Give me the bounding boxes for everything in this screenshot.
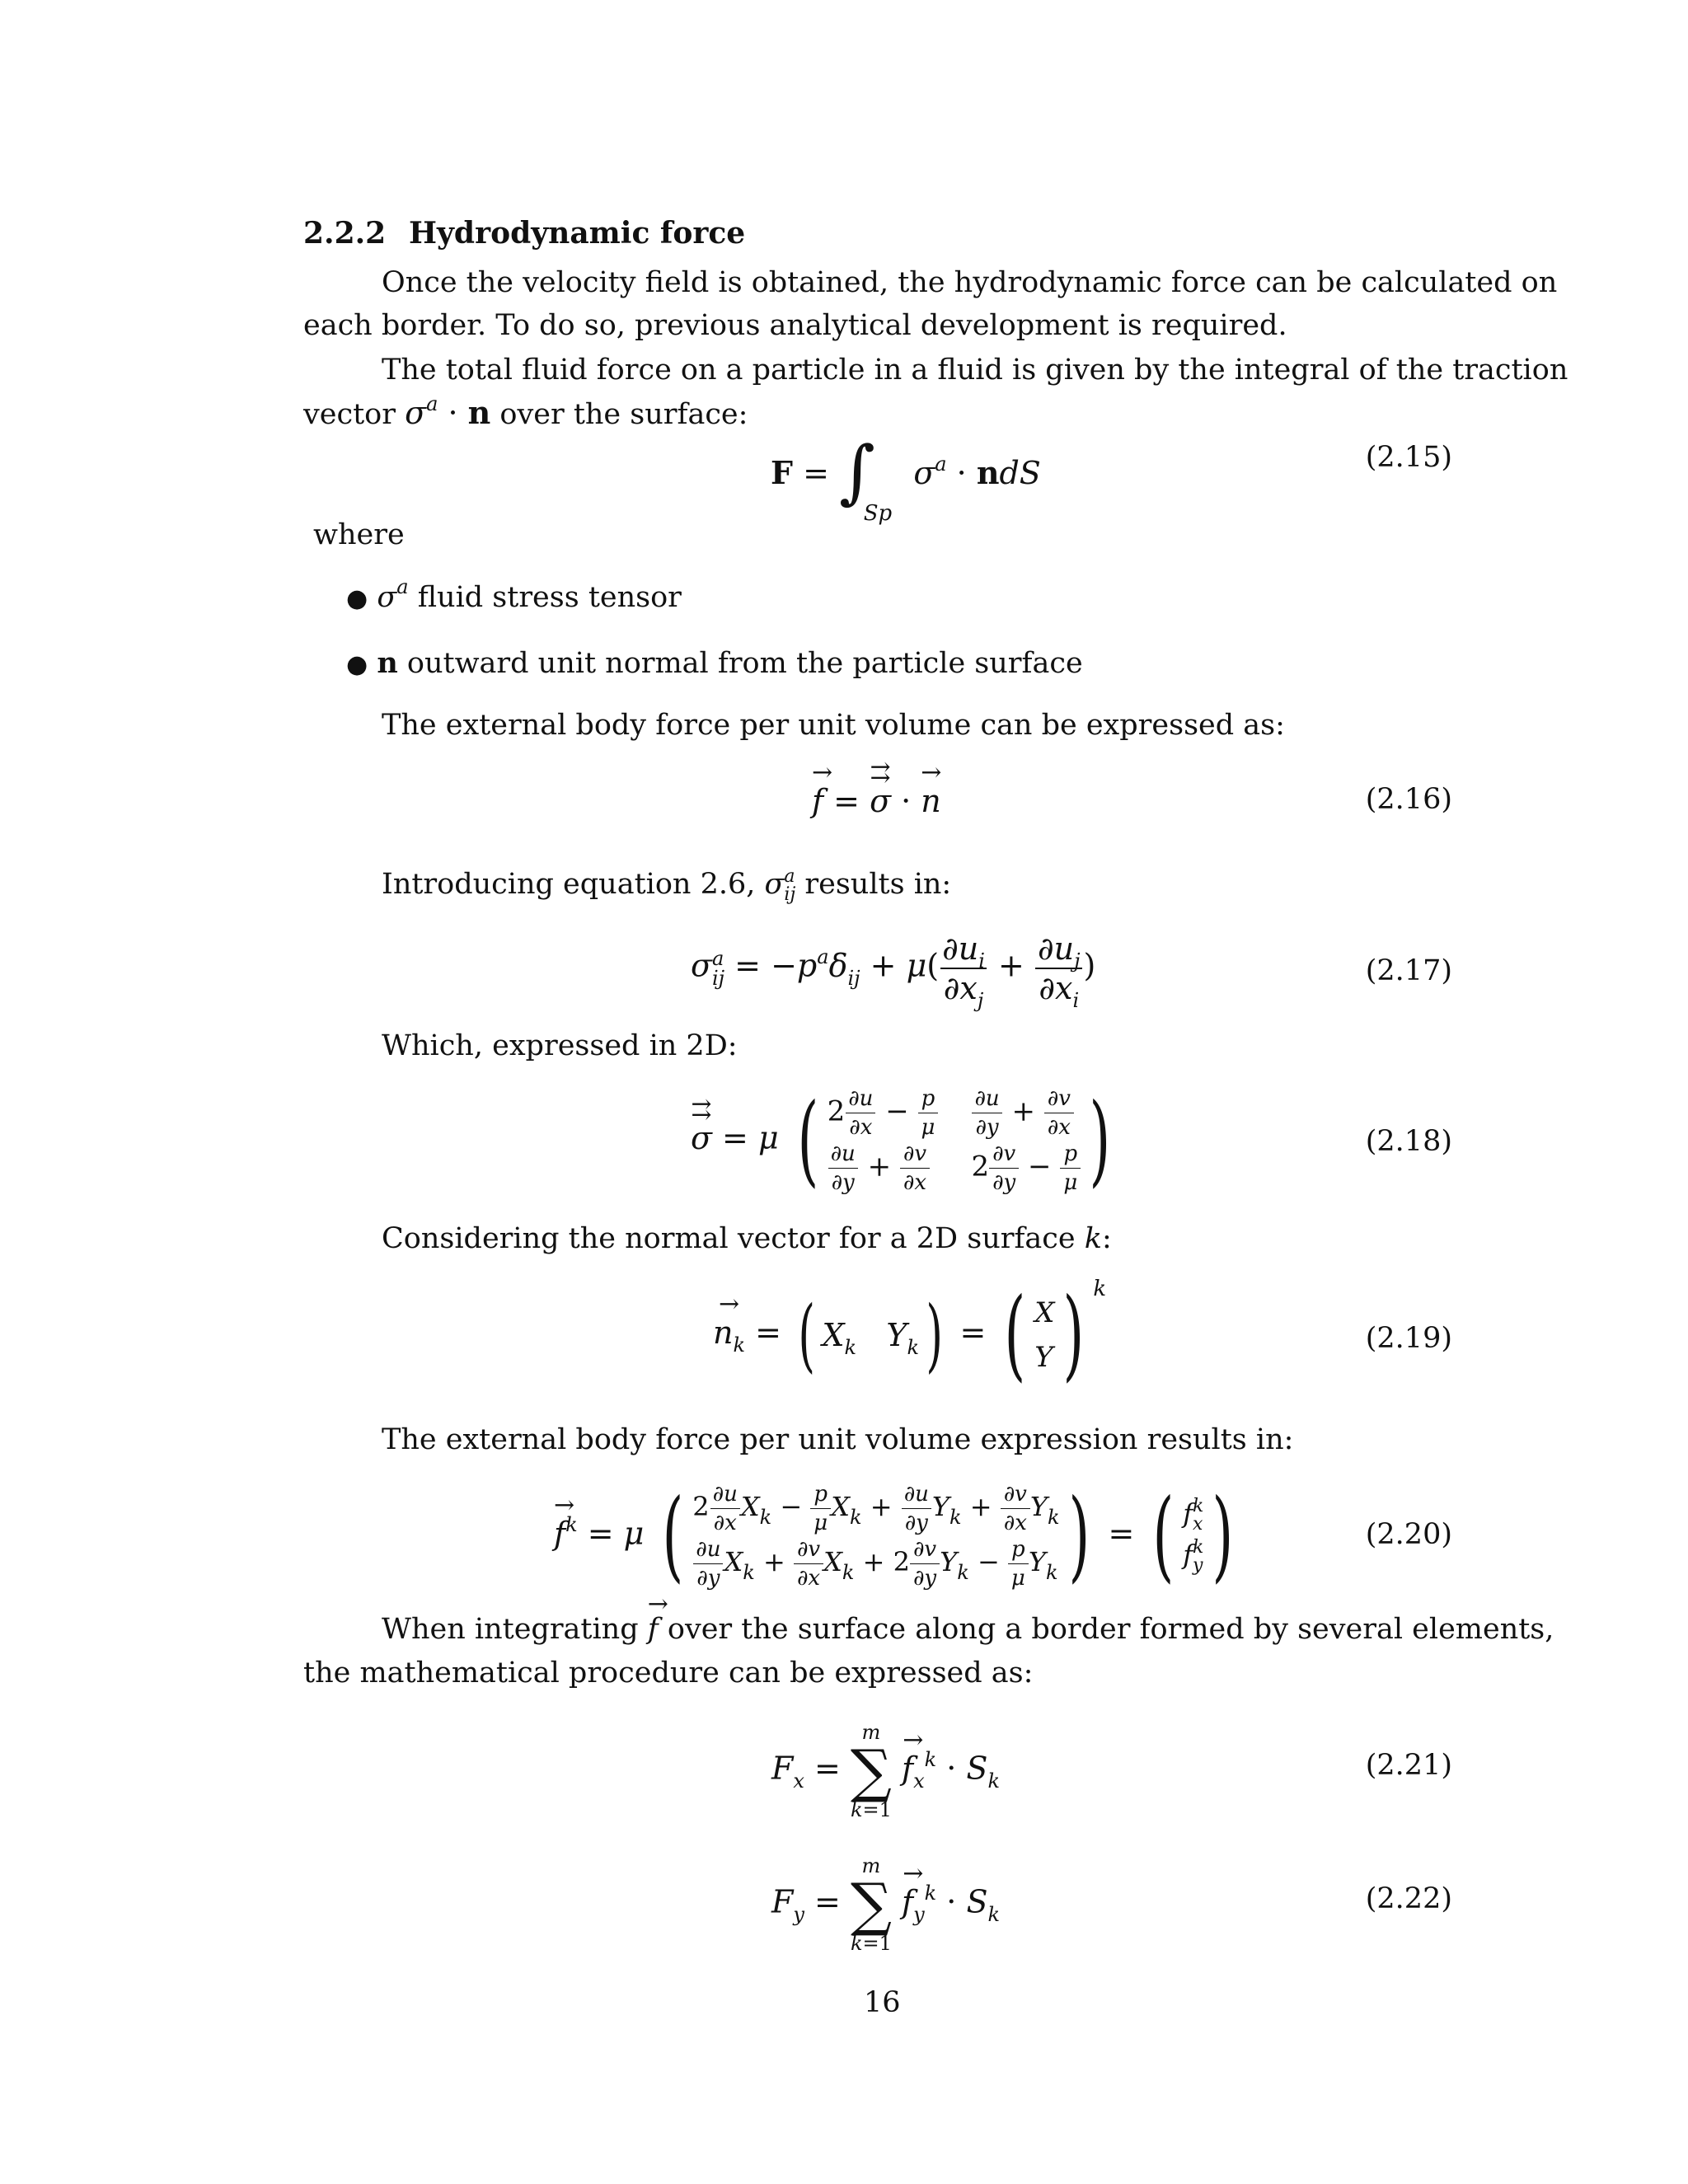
equation-number-2-18: (2.18) xyxy=(1365,1125,1452,1158)
equation-number-2-19: (2.19) xyxy=(1365,1322,1452,1355)
text-results-in: results in: xyxy=(804,868,952,901)
equation-2-15: $F = \int_{Sp}$ $\sigma^a$ · ndS xyxy=(771,431,1041,526)
equation-2-19: → $n_k$ = ( $X_k$ $Y_k$) = ( X Y ) $^k$ xyxy=(713,1286,1106,1385)
bullet-item-1: ● $\sigma^a$ fluid stress tensor xyxy=(346,575,682,614)
text-vector: vector xyxy=(303,398,396,431)
equation-number-2-15: (2.15) xyxy=(1365,441,1452,474)
paragraph-2-line-1: The total fluid force on a particle in a fluid is given by the integral of the traction xyxy=(382,354,1568,387)
bullet-1-text: fluid stress tensor xyxy=(417,581,682,614)
text-over-the-surface-border: over the surface along a border formed by several elements, xyxy=(667,1613,1554,1646)
equation-2-22: $F_y$ = m ∑ k=1 → $f_y^k \cdot S_k$ xyxy=(771,1856,1000,1953)
bullet-icon: ● xyxy=(346,650,368,679)
text-when-integrating: When integrating xyxy=(382,1613,639,1646)
inline-f-vector: → f xyxy=(648,1609,659,1650)
bullet-2-text: outward unit normal from the particle surface xyxy=(406,647,1083,680)
equation-2-17: σ a ij = $-p^a\delta_{ij} + \mu$( $\frac{\partial u_i}{\partial x_j}$ + $\frac{\partial u_j}{\partial x_i}$ ) xyxy=(691,930,1096,1012)
where-text: where xyxy=(313,518,405,551)
paragraph-8-line-2: the mathematical procedure can be expressed as: xyxy=(303,1657,1034,1690)
equation-number-2-17: (2.17) xyxy=(1365,954,1452,987)
section-heading xyxy=(303,216,745,251)
paragraph-1-line-2: each border. To do so, previous analytical development is required. xyxy=(303,309,1287,342)
equation-number-2-21: (2.21) xyxy=(1365,1749,1452,1782)
equation-2-20: → $f^k = \mu$ ( 2 $\frac{\partial u}{\partial x}$ $X_k$ − $\frac{p}{\mu}$ $X_k$ + $\frac{\partial u}{\partial y}$ $Y_k$ + $\frac{\partial v}{\partial x}$ $Y_k$ $\frac{\partial u}{\partial y}$ $X_k$ + $\frac{\partial v}{\partial x}$ $X_k + 2$ $\frac{\partial v}{\partial y}$ $Y_k$ − $\frac{p}{\mu}$ $Y_k$ ) = ( f k x f k y ) xyxy=(554,1483,1242,1589)
equation-number-2-16: (2.16) xyxy=(1365,783,1452,816)
paragraph-2-line-2 xyxy=(303,392,748,438)
section-number: 2.2.2 xyxy=(303,216,387,251)
bullet-icon: ● xyxy=(346,584,368,613)
equation-number-2-20: (2.20) xyxy=(1365,1518,1452,1551)
equation-2-18: ⇉ σ = μ ( 2 $\frac{\partial u}{\partial x}$ − $\frac{p}{\mu}$ $\frac{\partial u}{\partial y}$ + $\frac{\partial v}{\partial x}$ $\frac{\partial u}{\partial y}$ + $\frac{\partial v}{\partial x}$ 2 $\frac{\partial v}{\partial y}$ − $\frac{p}{\mu}$ ) xyxy=(691,1088,1119,1193)
paragraph-1-line-1: Once the velocity field is obtained, the hydrodynamic force can be calculated on xyxy=(382,266,1558,299)
paragraph-6: Considering the normal vector for a 2D surface k: xyxy=(382,1222,1112,1255)
text-introducing: Introducing equation 2.6, xyxy=(382,868,756,901)
paragraph-3: The external body force per unit volume can be expressed as: xyxy=(382,709,1285,742)
section-title: Hydrodynamic force xyxy=(409,216,746,251)
paragraph-5: Which, expressed in 2D: xyxy=(382,1029,738,1062)
inline-traction-vector: $\sigma^a \cdot n$ xyxy=(405,392,491,431)
page-number: 16 xyxy=(864,1986,901,2019)
text-over-the-surface: over the surface: xyxy=(499,398,748,431)
paragraph-8-line-1 xyxy=(382,1609,1554,1650)
paragraph-7: The external body force per unit volume expression results in: xyxy=(382,1423,1294,1456)
text-considering: Considering the normal vector for a 2D surface xyxy=(382,1222,1076,1255)
surface-variable-k: k xyxy=(1084,1222,1102,1255)
bullet-item-2: ● n outward unit normal from the particle surface xyxy=(346,646,1083,680)
equation-2-21: $F_x$ = m ∑ k=1 → $f_x^k \cdot S_k$ xyxy=(771,1722,1000,1820)
paragraph-4: Introducing equation 2.6, σ a ij results in: xyxy=(382,865,952,905)
equation-number-2-22: (2.22) xyxy=(1365,1882,1452,1915)
equation-2-16: → f = ⇉ σ · → n xyxy=(812,783,941,819)
